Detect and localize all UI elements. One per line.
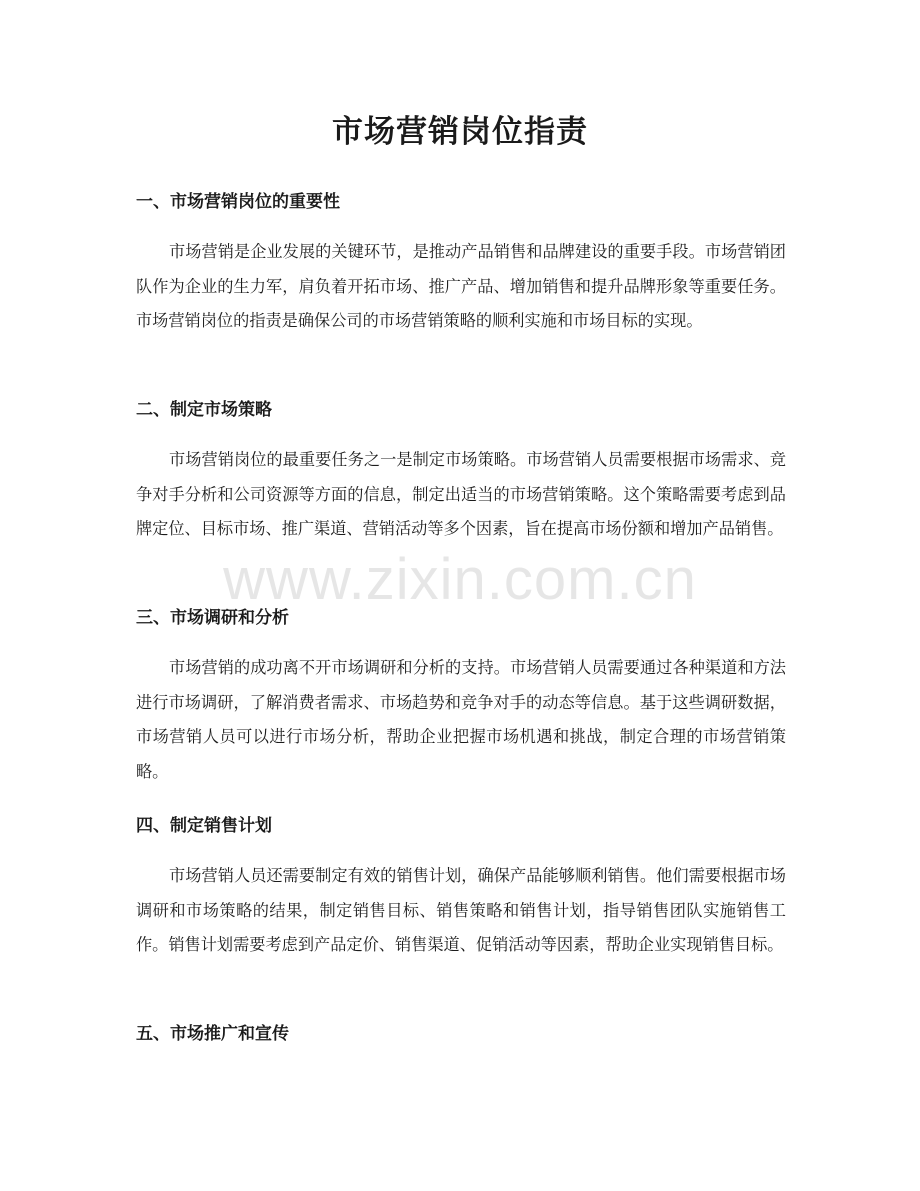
section-body-1: 市场营销是企业发展的关键环节，是推动产品销售和品牌建设的重要手段。市场营销团队作为企业的生力军，肩负着开拓市场、推广产品、增加销售和提升品牌形象等重要任务。市场营销岗位的指责是确保公司的市场营销策略的顺利实施和市场目标的实现。 xyxy=(136,242,786,330)
watermark: www.zixin.com.cn xyxy=(223,547,697,612)
section-heading-4: 四、制定销售计划 xyxy=(136,816,272,836)
section-heading-5: 五、市场推广和宣传 xyxy=(136,1024,289,1044)
section-body-4: 市场营销人员还需要制定有效的销售计划，确保产品能够顺利销售。他们需要根据市场调研和市场策略的结果，制定销售目标、销售策略和销售计划，指导销售团队实施销售工作。销售计划需要考虑到产品定价、销售渠道、促销活动等因素，帮助企业实现销售目标。 xyxy=(136,866,786,954)
section-body-3: 市场营销的成功离不开市场调研和分析的支持。市场营销人员需要通过各种渠道和方法进行市场调研，了解消费者需求、市场趋势和竞争对手的动态等信息。基于这些调研数据，市场营销人员可以进行市场分析，帮助企业把握市场机遇和挑战，制定合理的市场营销策略。 xyxy=(136,658,786,781)
section-heading-3: 三、市场调研和分析 xyxy=(136,608,289,628)
section-heading-1: 一、市场营销岗位的重要性 xyxy=(136,192,340,212)
section-body-2: 市场营销岗位的最重要任务之一是制定市场策略。市场营销人员需要根据市场需求、竞争对手分析和公司资源等方面的信息，制定出适当的市场营销策略。这个策略需要考虑到品牌定位、目标市场、推广渠道、营销活动等多个因素，旨在提高市场份额和增加产品销售。 xyxy=(136,450,786,538)
section-heading-2: 二、制定市场策略 xyxy=(136,400,272,420)
page-title: 市场营销岗位指责 xyxy=(332,114,588,150)
